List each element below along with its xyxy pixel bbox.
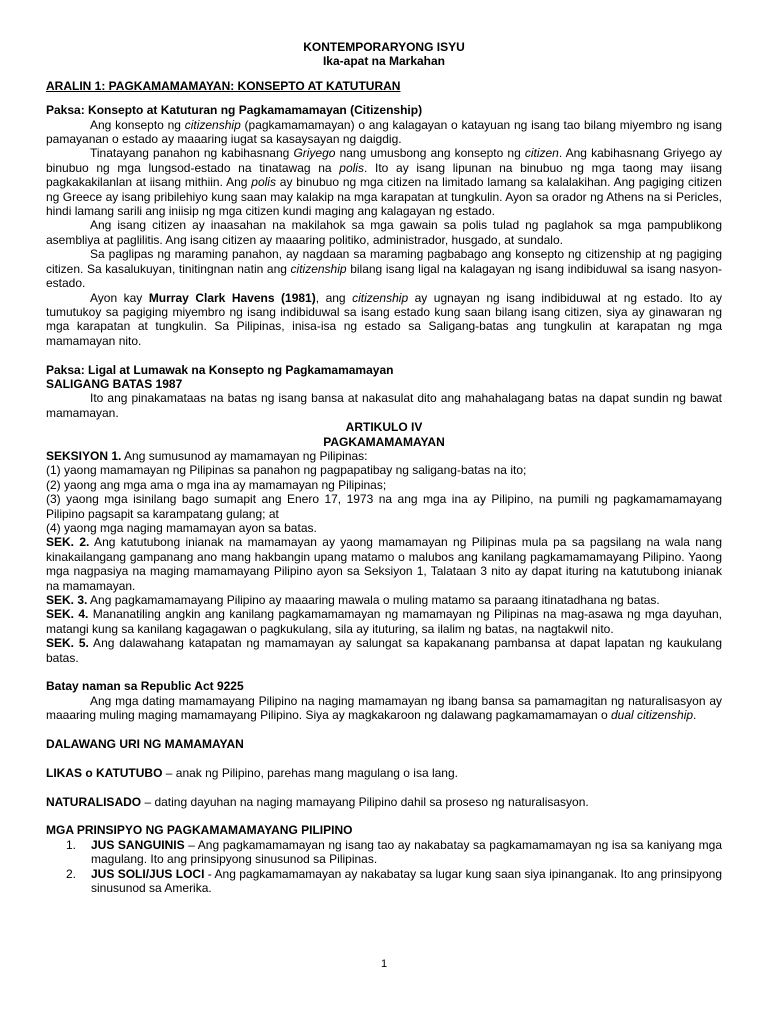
seksiyon-1-item: (2) yaong ang mga ama o mga ina ay mamamayan ng Pilipinas; bbox=[46, 477, 387, 492]
sek-4: SEK. 4. Mananatiling angkin ang kanilang pagkamamamayan ng mamamayan ng Pilipinas na mag-asawa ng mga dayuhan, matangi kung sa kanilang kagagawan o pagkukulang, sila ay ituturing, sa ilalim ng batas, na nagtakwil nito. bbox=[46, 607, 722, 636]
sek-5: SEK. 5. Ang dalawahang katapatan ng mamamayan ay salungat sa kapakanang pambansa at dapat lapatan ng kaukulang batas. bbox=[46, 636, 722, 665]
section3-paragraph: Ang mga dating mamamayang Pilipino na naging mamamayan ng ibang bansa sa pamamagitan ng naturalisasyon ay maaaring muling maging mamamayang Pilipino. Siya ay magkakaroon ng dalawang pagkamamamayan o dual citizenship. bbox=[46, 693, 722, 723]
sek-2: SEK. 2. Ang katutubong inianak na mamamayan ay yaong mamamayan ng Pilipinas mula pa sa pagsilang na wala nang kinakailangang gampanang ano mang hakbangin upang matamo o malubos ang kanilang pagkamamamayang Pilipino. Yaong mga nagpasiya na maging mamamayang Pilipino ayon sa Seksiyon 1, Talataan 3 nito ay dapat ituring na katutubong inianak na mamamayan. bbox=[46, 535, 722, 593]
section1-paragraph-3: Ang isang citizen ay inaasahan na makilahok sa mga gawain sa polis tulad ng paglahok sa mga pampublikong asembliya at paglilitis. Ang isang citizen ay maaaring politiko, administrador, husgado, at sundalo. bbox=[46, 218, 722, 247]
article-subtitle: PAGKAMAMAMAYAN bbox=[323, 434, 445, 449]
seksiyon-1-item: (4) yaong mga naging mamamayan ayon sa batas. bbox=[46, 520, 317, 535]
page-number: 1 bbox=[380, 958, 388, 970]
section1-paragraph-2: Tinatayang panahon ng kabihasnang Griyego nang umusbong ang konsepto ng citizen. Ang kabihasnang Griyego ay binubuo ng mga lungsod-estado na tinatawag na polis. Ito ay isang lipunan na binubuo ng mga taong may iisang pagkakakilanlan at iisang mithiin. Ang polis ay binubuo ng mga citizen na limitado lamang sa kalalakihan. Ang pagiging citizen ng Greece ay isang pribilehiyo kung saan may kalakip na mga karapatan at tungkulin. Ayon sa orador ng Athens na si Pericles, hindi lamang sarili ang iniisip ng mga citizen kundi maging ang kalagayan ng estado. bbox=[46, 146, 723, 219]
lesson-title: ARALIN 1: PAGKAMAMAMAYAN: KONSEPTO AT KATUTURAN bbox=[46, 78, 401, 93]
naturalisado-definition: NATURALISADO – dating dayuhan na naging mamayang Pilipino dahil sa proseso ng naturalisasyon. bbox=[46, 794, 589, 809]
seksiyon-1-item: (1) yaong mamamayan ng Pilipinas sa panahon ng pagpapatibay ng saligang-batas na ito; bbox=[46, 463, 527, 478]
list-item: 2. JUS SOLI/JUS LOCI - Ang pagkamamamayan ay nakabatay sa lugar kung saan siya ipinanganak. Ito ang prinsipyong sinusunod sa Amerika. bbox=[66, 866, 722, 896]
article-title: ARTIKULO IV bbox=[345, 420, 423, 435]
section2-heading: Paksa: Ligal at Lumawak na Konsepto ng Pagkamamamayan bbox=[46, 362, 394, 377]
document-subtitle: Ika-apat na Markahan bbox=[322, 54, 446, 69]
seksiyon-1-item: (3) yaong mga isinilang bago sumapit ang Enero 17, 1973 na ang mga ina ay Pilipino, na pumili ng pagkamamamayang Pilipino pagsapit sa karampatang gulang; at bbox=[46, 492, 722, 521]
seksiyon-1: SEKSIYON 1. Ang sumusunod ay mamamayan ng Pilipinas: bbox=[46, 448, 368, 463]
section3-heading: Batay naman sa Republic Act 9225 bbox=[46, 679, 244, 694]
section1-paragraph-4: Sa paglipas ng maraming panahon, ay nagdaan sa maraming pagbabago ang konsepto ng citizenship at ng pagiging citizen. Sa kasalukuyan, tinitingnan natin ang citizenship bilang isang ligal na kalagayan ng isang indibiduwal sa isang nasyon-estado. bbox=[46, 247, 722, 291]
principles-list bbox=[46, 838, 722, 896]
section1-paragraph-1: Ang konsepto ng citizenship (pagkamamamayan) o ang kalagayan o katayuan ng isang tao bilang miyembro ng isang pamayanan o estado ay maaaring iugat sa kasaysayan ng daigdig. bbox=[46, 117, 723, 147]
section4-heading: DALAWANG URI NG MAMAMAYAN bbox=[46, 737, 244, 752]
section1-heading: Paksa: Konsepto at Katuturan ng Pagkamamamayan (Citizenship) bbox=[46, 103, 423, 118]
section2-intro: Ito ang pinakamataas na batas ng isang bansa at nakasulat dito ang mahahalagang batas na dapat sundin ng bawat mamamayan. bbox=[46, 391, 722, 420]
list-item: 1. JUS SANGUINIS – Ang pagkamamamayan ng isang tao ay nakabatay sa pagkamamamayan ng isa sa kaniyang mga magulang. Ito ang prinsipyong sinusunod sa Pilipinas. bbox=[66, 837, 722, 867]
likas-definition: LIKAS o KATUTUBO – anak ng Pilipino, parehas mang magulang o isa lang. bbox=[46, 765, 458, 780]
section2-subheading: SALIGANG BATAS 1987 bbox=[46, 376, 183, 391]
section1-paragraph-5: Ayon kay Murray Clark Havens (1981), ang citizenship ay ugnayan ng isang indibiduwal at ng estado. Ito ay tumutukoy sa pagiging miyembro ng isang indibiduwal sa isang estado kung saan bilang isang citizen, siya ay ginawaran ng mga karapatan at tungkulin. Sa Pilipinas, inisa-isa ng estado sa Saligang-batas ang tungkulin at karapatan ng mga mamamayan nito. bbox=[46, 290, 722, 348]
document-title: KONTEMPORARYONG ISYU bbox=[303, 40, 465, 54]
sek-3: SEK. 3. Ang pagkamamamayang Pilipino ay maaaring mawala o muling matamo sa paraang itinatadhana ng batas. bbox=[46, 593, 660, 608]
section5-heading: MGA PRINSIPYO NG PAGKAMAMAMAYANG PILIPINO bbox=[46, 823, 353, 838]
